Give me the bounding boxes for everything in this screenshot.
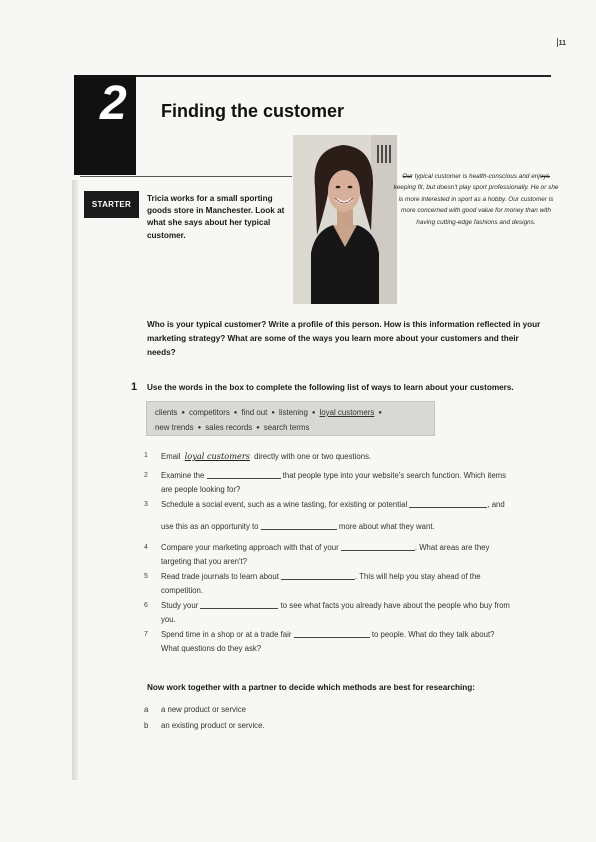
item-text: targeting that you aren't? bbox=[161, 557, 248, 567]
word-item: competitors bbox=[189, 408, 230, 417]
bullet-separator: ● bbox=[256, 424, 260, 431]
answer-blank[interactable] bbox=[261, 520, 337, 530]
bullet-separator: ● bbox=[181, 410, 185, 416]
starter-text: Tricia works for a small sporting goods store in Manchester. Look at what she says about her typical customer. bbox=[147, 194, 285, 240]
item-text: you. bbox=[161, 615, 176, 625]
list-item bbox=[144, 449, 554, 464]
item-text: competition. bbox=[161, 586, 204, 596]
option-text: a new product or service bbox=[161, 705, 246, 714]
option-text: an existing product or service. bbox=[161, 720, 265, 730]
option-list bbox=[144, 702, 265, 733]
item-number: 3 bbox=[144, 501, 148, 508]
answer-blank[interactable] bbox=[341, 541, 415, 551]
item-text: . This will help you stay ahead of the bbox=[355, 572, 481, 581]
list-item bbox=[144, 541, 554, 570]
word-item: clients bbox=[155, 408, 178, 417]
list-item bbox=[144, 498, 554, 512]
answer-blank[interactable] bbox=[409, 498, 487, 508]
list-item bbox=[144, 599, 554, 628]
item-text: Compare your marketing approach with that of your bbox=[161, 543, 339, 552]
page-edge-shadow bbox=[72, 180, 78, 780]
item-text: more about what they want. bbox=[338, 522, 435, 531]
list-item bbox=[144, 520, 554, 534]
item-text: Read trade journals to learn about bbox=[161, 572, 279, 581]
item-text: Study your bbox=[161, 601, 199, 610]
word-item: search terms bbox=[263, 422, 310, 432]
list-item bbox=[144, 570, 554, 599]
item-text: Spend time in a shop or at a trade fair bbox=[161, 630, 292, 639]
word-box bbox=[146, 401, 435, 436]
item-text: , and bbox=[487, 500, 505, 509]
item-text: Email bbox=[161, 452, 181, 461]
word-item: sales records bbox=[205, 422, 253, 432]
item-text: Schedule a social event, such as a wine tasting, for existing or potential bbox=[161, 500, 408, 509]
option-item bbox=[144, 718, 265, 734]
unit-title: Finding the customer bbox=[161, 101, 345, 121]
partner-instruction: Now work together with a partner to decide which methods are best for researching: bbox=[147, 683, 476, 692]
word-item: find out bbox=[241, 408, 268, 417]
discussion-questions: Who is your typical customer? Write a profile of this person. How is this information reflected in your marketing strategy? What are some of the ways you learn more about your customers and their needs? bbox=[147, 320, 541, 358]
item-text: are people looking for? bbox=[161, 485, 241, 495]
tricia-photo bbox=[293, 135, 397, 304]
title-rule bbox=[136, 75, 551, 77]
customer-quote: Our typical customer is health-conscious and enjoys keeping fit, but doesn't play sport professionally. He or she is more interested in sport as a hobby. Our customer is more concerned with good value for money than with having cutting-edge fashions and designs. bbox=[393, 173, 559, 226]
item-number: 4 bbox=[144, 544, 148, 551]
item-text: to people. What do they talk about? bbox=[371, 630, 495, 639]
woman-portrait-illustration bbox=[293, 135, 397, 304]
item-number: 2 bbox=[144, 472, 148, 479]
page-number: 11 bbox=[558, 40, 566, 47]
option-item bbox=[144, 702, 265, 718]
answer-blank[interactable] bbox=[207, 469, 281, 479]
word-item: new trends bbox=[155, 422, 194, 432]
list-item bbox=[144, 469, 554, 498]
handwritten-answer[interactable]: loyal customers bbox=[184, 451, 250, 461]
exercise-instruction: Use the words in the box to complete the following list of ways to learn about your customers. bbox=[147, 383, 514, 392]
exercise-number: 1 bbox=[131, 381, 138, 393]
bullet-separator: ● bbox=[197, 424, 202, 431]
item-text: directly with one or two questions. bbox=[254, 452, 372, 461]
item-text: use this as an opportunity to bbox=[161, 522, 259, 531]
word-item: listening bbox=[278, 408, 308, 417]
option-letter: a bbox=[144, 705, 149, 714]
word-item-used: loyal customers bbox=[319, 408, 375, 417]
unit-number: 2 bbox=[100, 77, 127, 130]
item-text: What questions do they ask? bbox=[161, 644, 262, 654]
bullet-separator: ● bbox=[233, 410, 238, 416]
item-text: Examine the bbox=[161, 471, 205, 480]
item-text: to see what facts you already have about the people who buy from bbox=[280, 601, 510, 610]
list-item bbox=[144, 628, 554, 657]
item-number: 6 bbox=[144, 602, 148, 609]
starter-badge: STARTER bbox=[84, 191, 139, 218]
item-text: . What areas are they bbox=[414, 543, 490, 552]
item-text: that people type into your website's search function. Which items bbox=[282, 471, 507, 480]
bullet-separator: ● bbox=[311, 410, 316, 416]
item-number: 5 bbox=[144, 573, 148, 580]
item-number: 1 bbox=[144, 452, 148, 459]
answer-blank[interactable] bbox=[294, 628, 370, 638]
item-number: 7 bbox=[144, 631, 148, 638]
bullet-separator: ● bbox=[378, 410, 382, 416]
answer-blank[interactable] bbox=[281, 570, 355, 580]
bullet-separator: ● bbox=[271, 410, 275, 416]
answer-blank[interactable] bbox=[200, 599, 278, 609]
starter-rule bbox=[80, 176, 292, 177]
option-letter: b bbox=[144, 720, 149, 730]
